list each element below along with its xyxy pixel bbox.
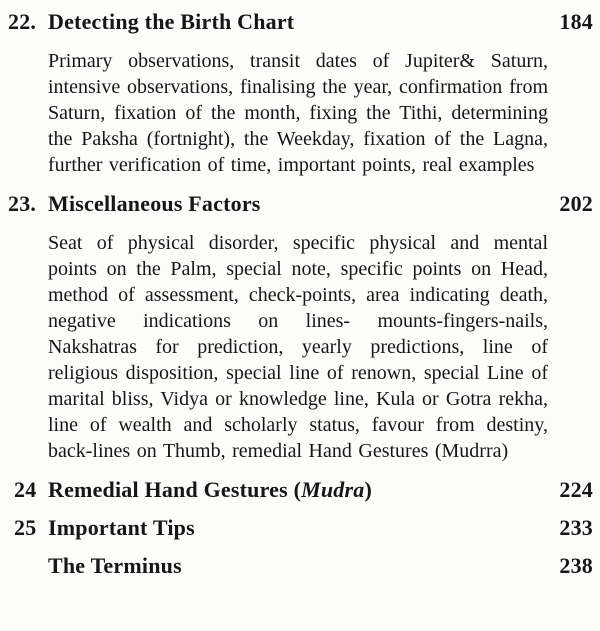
toc-entry-heading	[0, 551, 600, 581]
chapter-title: The Terminus	[48, 553, 182, 578]
chapter-number: 22.	[8, 9, 37, 34]
chapter-number: 24	[14, 477, 37, 502]
chapter-number: 25	[14, 515, 37, 540]
toc-entry-heading	[0, 513, 600, 543]
chapter-page-number: 224	[559, 477, 593, 502]
chapter-title-italic: Mudra	[301, 477, 365, 502]
chapter-title-text: Remedial Hand Gestures (	[48, 477, 302, 502]
chapter-page-number: 202	[559, 191, 593, 216]
toc-entry-terminus	[0, 551, 600, 581]
chapter-page-number: 238	[559, 553, 593, 578]
toc-entry-heading	[0, 189, 600, 219]
chapter-title	[48, 475, 540, 505]
chapter-title: Detecting the Birth Chart	[48, 9, 295, 34]
chapter-page-number: 233	[559, 515, 593, 540]
toc-entry-25	[0, 513, 600, 543]
chapter-description: Primary observations, transit dates of Jupiter& Saturn, intensive observations, finalising the year, confirmation from Saturn, fixation of the month, fixing the Tithi, determining the Paksha (fortnight), the Weekday, fixation of the Lagna, further verification of time, important points, real examples	[48, 50, 548, 176]
chapter-description: Seat of physical disorder, specific physical and mental points on the Palm, special note, specific points on Head, method of assessment, check-points, area indicating death, negative indications on lines- mounts-fingers-nails, Nakshatras for prediction, yearly predictions, line of religious disposition, special line of renown, special Line of marital bliss, Vidya or knowledge line, Kula or Gotra rekha, line of wealth and scholarly status, favour from destiny, back-lines on Thumb, remedial Hand Gestures (Mudrra)	[48, 232, 548, 462]
toc-entry-heading	[0, 475, 600, 505]
toc-entry-heading	[0, 7, 600, 37]
chapter-title: Important Tips	[48, 515, 195, 540]
chapter-title: Miscellaneous Factors	[48, 191, 261, 216]
toc-entry-24	[0, 475, 600, 505]
chapter-title-text: )	[364, 477, 372, 502]
chapter-page-number: 184	[559, 9, 593, 34]
toc-entry-22	[0, 7, 600, 178]
toc-entry-23	[0, 189, 600, 464]
chapter-number: 23.	[8, 191, 37, 216]
